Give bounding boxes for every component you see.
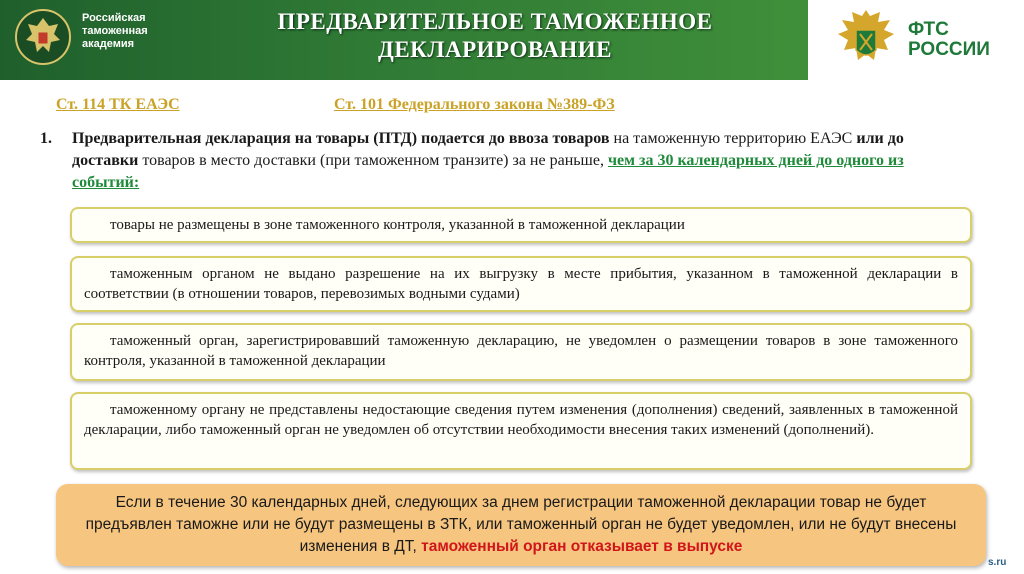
academy-emblem-icon <box>14 8 72 66</box>
warning-box <box>56 484 986 566</box>
item-number: 1. <box>40 130 52 147</box>
warning-text: Если в течение 30 календарных дней, следующих за днем регистрации таможенной декларации товар не будет предъявлен таможне или не будут размещены в ЗТК, или таможенный орган не будет уведомлен, или не будут внесены изменения в ДТ, <box>85 494 957 555</box>
fts-name: ФТС РОССИИ <box>908 19 990 60</box>
law-reference-fz[interactable]: Ст. 101 Федерального закона №389-ФЗ <box>334 96 615 113</box>
main-paragraph-text: Предварительная декларация на товары (ПТД) подается до ввоза товаров на таможенную территорию ЕАЭС или до доставки товаров в место доставки (при таможенном транзите) за не раньше, чем за 30 календарных дней до одного из событий: <box>72 130 904 191</box>
header-banner <box>0 0 808 80</box>
main-paragraph <box>40 128 970 194</box>
law-references <box>56 96 956 116</box>
fts-emblem-icon <box>834 6 898 72</box>
header-logo-area <box>808 0 1024 80</box>
condition-box: таможенным органом не выдано разрешение на их выгрузку в месте прибытия, указанном в таможенной декларации в соответствии (в отношении товаров, перевозимых водными судами) <box>70 256 972 312</box>
warning-highlight: таможенный орган отказывает в выпуске <box>421 538 743 555</box>
header <box>0 0 1024 80</box>
page-title: ПРЕДВАРИТЕЛЬНОЕ ТАМОЖЕННОЕ ДЕКЛАРИРОВАНИЕ <box>277 9 713 62</box>
law-reference-tk[interactable]: Ст. 114 ТК ЕАЭС <box>56 96 180 113</box>
watermark: s.ru <box>988 557 1007 568</box>
condition-box: таможенному органу не представлены недостающие сведения путем изменения (дополнения) сведений, заявленных в таможенной декларации, либо таможенный орган не уведомлен об отсутствии необходимости внесения таких изменений (дополнений). <box>70 392 972 470</box>
condition-box: таможенный орган, зарегистрировавший таможенную декларацию, не уведомлен о размещении товаров в зоне таможенного контроля, указанной в таможенной декларации <box>70 323 972 381</box>
condition-box: товары не размещены в зоне таможенного контроля, указанной в таможенной декларации <box>70 207 972 243</box>
academy-name: Российская таможенная академия <box>82 12 148 50</box>
